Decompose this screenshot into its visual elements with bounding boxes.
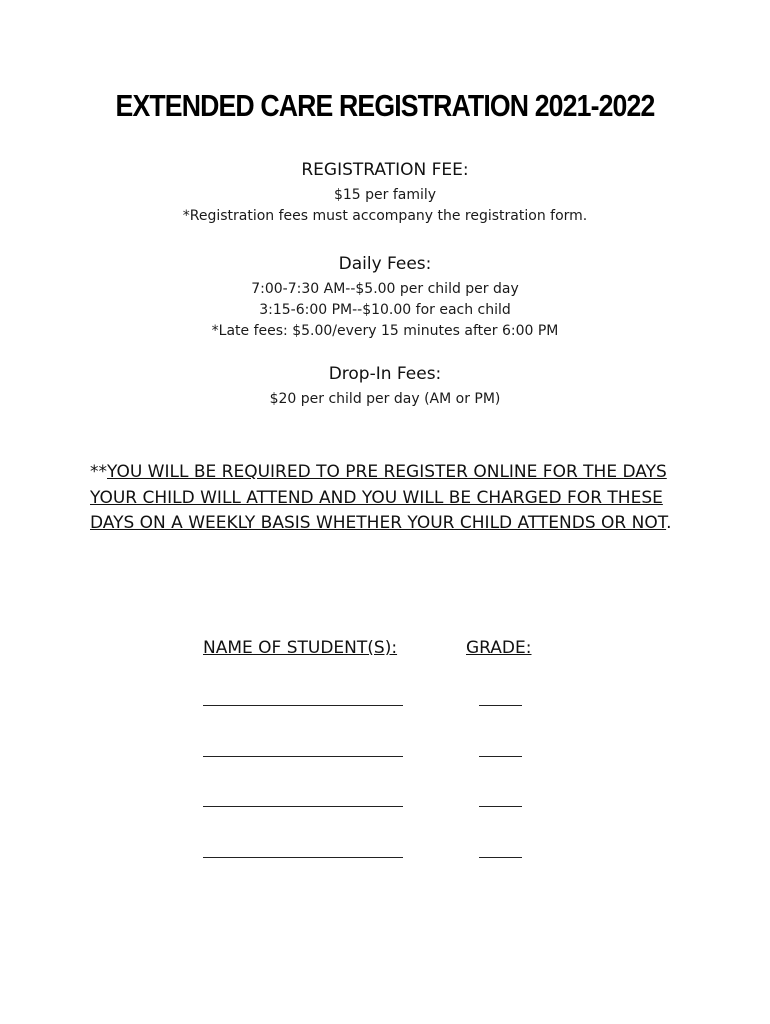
- daily-fees-heading: Daily Fees:: [338, 254, 432, 274]
- daily-fee-morning: 7:00-7:30 AM--$5.00 per child per day: [251, 281, 519, 297]
- student-name-blank[interactable]: [203, 705, 403, 706]
- daily-fees-section: [0, 254, 770, 342]
- notice-suffix: .: [666, 513, 672, 533]
- late-fee-note: *Late fees: $5.00/every 15 minutes after 6:00 PM: [211, 323, 559, 339]
- student-name-blank[interactable]: [203, 756, 403, 757]
- drop-in-fees-section: [0, 364, 770, 410]
- student-name-blank[interactable]: [203, 857, 403, 858]
- notice-underlined-text: YOU WILL BE REQUIRED TO PRE REGISTER ONLINE FOR THE DAYS YOUR CHILD WILL ATTEND AND YOU WILL BE CHARGED FOR THESE DAYS ON A WEEKLY BASIS WHETHER YOUR CHILD ATTENDS OR NOT: [90, 462, 667, 533]
- registration-fee-amount: $15 per family: [333, 187, 437, 203]
- page-title: EXTENDED CARE REGISTRATION 2021-2022: [115, 88, 655, 123]
- grade-blank[interactable]: [479, 806, 522, 807]
- daily-fee-afternoon: 3:15-6:00 PM--$10.00 for each child: [259, 302, 511, 318]
- pre-register-notice: [90, 460, 685, 537]
- notice-prefix: **: [90, 462, 107, 482]
- grade-blank[interactable]: [479, 857, 522, 858]
- student-name-blank[interactable]: [203, 806, 403, 807]
- grade-blank[interactable]: [479, 756, 522, 757]
- student-name-header: NAME OF STUDENT(S):: [203, 638, 398, 658]
- drop-in-fees-heading: Drop-In Fees:: [328, 364, 442, 384]
- registration-fee-section: [0, 160, 770, 227]
- registration-fee-heading: REGISTRATION FEE:: [301, 160, 469, 180]
- grade-header: GRADE:: [466, 638, 532, 658]
- registration-fee-note: *Registration fees must accompany the registration form.: [182, 208, 588, 224]
- drop-in-fee-amount: $20 per child per day (AM or PM): [269, 391, 501, 407]
- grade-blank[interactable]: [479, 705, 522, 706]
